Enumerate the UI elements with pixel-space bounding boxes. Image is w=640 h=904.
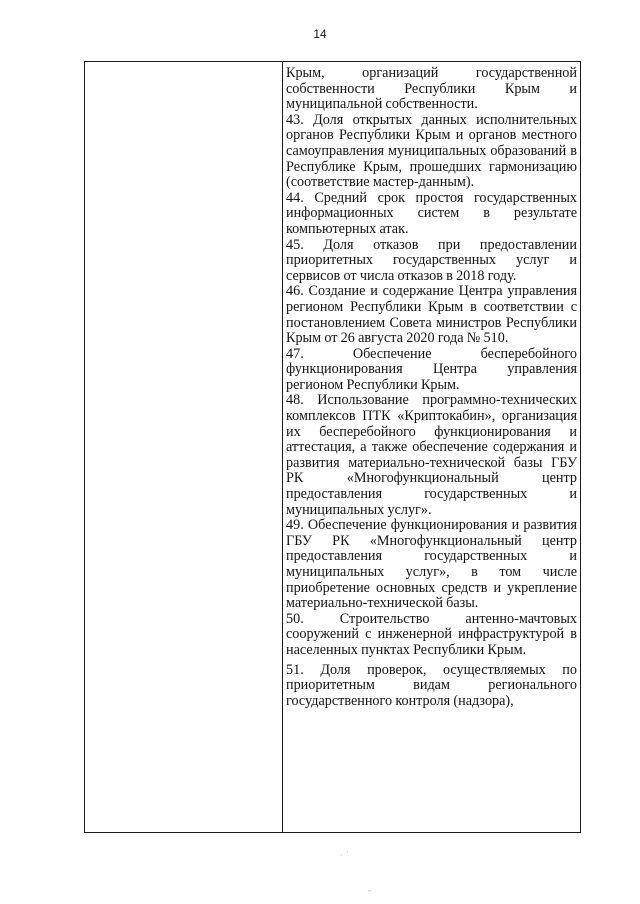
table-cell-left [85,62,283,833]
paragraph-continuation: Крым, организаций государственной собственности Республики Крым и муниципальной собственности. [286,65,577,113]
paragraph-item-50: 50. Строительство антенно-мачтовых сооружений с инженерной инфраструктурой в населенных пунктах Республики Крым. [286,610,577,658]
paragraph-item-48: 48. Использование программно-технических комплексов ПТК «Криптокабин», организация их бесперебойного функционирования и аттестация, а также обеспечение содержания и развития материально-технической базы ГБУ РК «Многофункциональный центр предоставления государственных и муниципальных услуг». [286,392,577,518]
table-cell-right [283,62,581,833]
cell-text [283,62,580,832]
paragraph-item-43: 43. Доля открытых данных исполнительных органов Республики Крым и органов местного самоуправления муниципальных образований в Республике Крым, прошедших гармонизацию (соответствие мастер-данным). [286,111,577,191]
paragraph-item-47: 47. Обеспечение бесперебойного функционирования Центра управления регионом Республики Крым. [286,345,577,393]
scan-mark: ‐ [368,886,372,896]
page-number: 14 [313,27,327,41]
document-table [84,61,581,833]
paragraph-item-45: 45. Доля отказов при предоставлении приоритетных государственных услуг и сервисов от числа отказов в 2018 году. [286,236,577,284]
paragraph-item-51: 51. Доля проверок, осуществляемых по приоритетным видам регионального государственного контроля (надзора), [286,661,577,709]
scan-mark: ⸱ ˙ [340,851,350,861]
table-row [85,62,581,833]
paragraph-item-44: 44. Средний срок простоя государственных информационных систем в результате компьютерных атак. [286,189,577,237]
paragraph-item-46: 46. Создание и содержание Центра управления регионом Республики Крым в соответствии с постановлением Совета министров Республики Крым от 26 августа 2020 года № 510. [286,283,577,347]
paragraph-item-49: 49. Обеспечение функционирования и развития ГБУ РК «Многофункциональный центр предоставления государственных и муниципальных услуг», в том числе приобретение основных средств и укрепление материально-технической базы. [286,517,577,612]
